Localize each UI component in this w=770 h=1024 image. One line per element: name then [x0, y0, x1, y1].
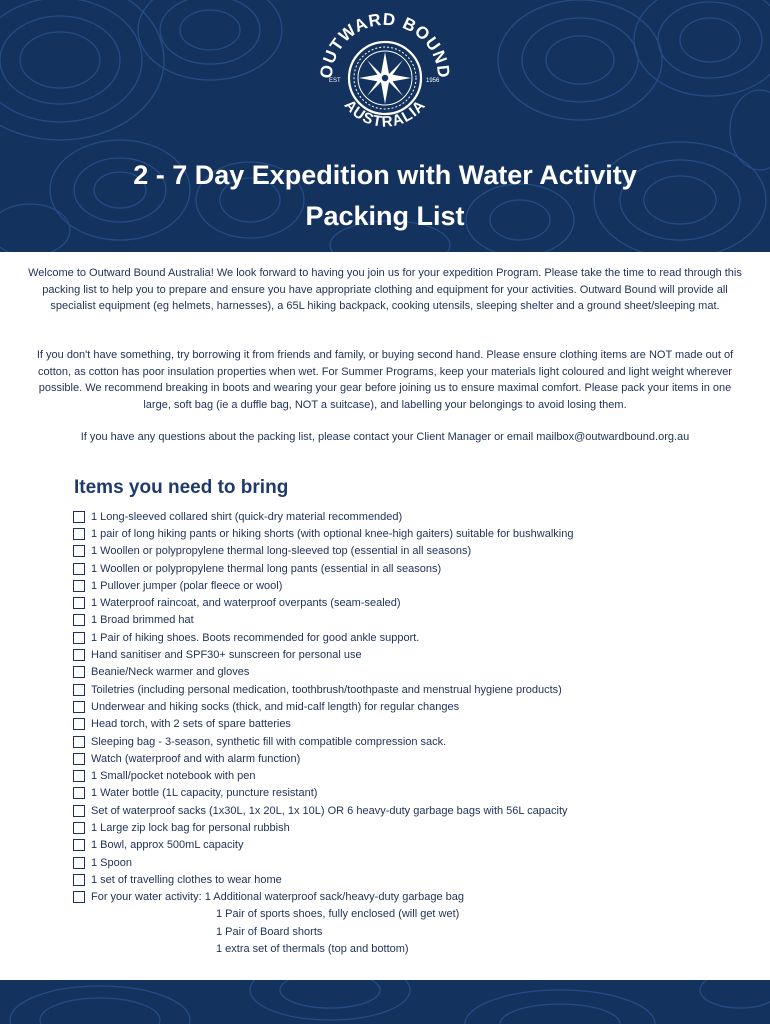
svg-text:OUTWARD BOUND: OUTWARD BOUND	[316, 9, 454, 80]
checkbox[interactable]	[73, 649, 85, 661]
packing-checklist	[72, 508, 692, 958]
checkbox[interactable]	[73, 770, 85, 782]
page-title-line-2: Packing List	[305, 201, 465, 231]
checklist-item	[72, 681, 692, 698]
checklist-item-label: For your water activity: 1 Additional waterproof sack/heavy-duty garbage bag	[91, 891, 464, 904]
checklist-item	[72, 612, 692, 629]
checkbox[interactable]	[73, 701, 85, 713]
checkbox[interactable]	[73, 736, 85, 748]
checklist-item	[72, 629, 692, 646]
checkbox[interactable]	[73, 563, 85, 575]
checkbox[interactable]	[73, 614, 85, 626]
checkbox[interactable]	[73, 753, 85, 765]
checklist-item	[72, 767, 692, 784]
checklist-item	[72, 802, 692, 819]
intro-paragraph-clothing-advice: If you don't have something, try borrowing it from friends and family, or buying second hand. Please ensure clothing items are NOT made out of cotton, as cotton has poor insulation properties when wet. For Summer Programs, keep your materials light coloured and light weight wherever possible. We recommend breaking in boots and wearing your gear before joining us to ensure maximal comfort. Please pack your items in one large, soft bag (ie a duffle bag, NOT a suitcase), and labelling your belongings to avoid losing them.	[36, 349, 734, 411]
checklist-item	[72, 733, 692, 750]
checklist-item	[72, 889, 692, 906]
svg-text:EST: EST	[329, 78, 341, 84]
checkbox[interactable]	[73, 718, 85, 730]
checklist-item-label: 1 Bowl, approx 500mL capacity	[91, 839, 244, 852]
checklist-item-label: 1 Long-sleeved collared shirt (quick-dry material recommended)	[91, 510, 403, 523]
checklist-item-label: Watch (waterproof and with alarm function)	[91, 752, 301, 765]
checklist-item-label: 1 set of travelling clothes to wear home	[91, 873, 282, 886]
checklist-item	[72, 716, 692, 733]
checkbox[interactable]	[73, 632, 85, 644]
checklist-item-label: Underwear and hiking socks (thick, and mid-calf length) for regular changes	[91, 700, 460, 713]
checklist-item	[72, 819, 692, 836]
checklist-item	[72, 837, 692, 854]
water-activity-item: 1 Pair of Board shorts	[216, 925, 323, 938]
water-activity-item: 1 Pair of sports shoes, fully enclosed (will get wet)	[216, 908, 460, 921]
checklist-item-label: 1 Woollen or polypropylene thermal long-sleeved top (essential in all seasons)	[91, 545, 472, 558]
checkbox[interactable]	[73, 580, 85, 592]
checklist-item-label: Toiletries (including personal medication, toothbrush/toothpaste and menstrual hygiene products)	[91, 683, 562, 696]
checklist-item	[72, 646, 692, 663]
checklist-item	[72, 854, 692, 871]
checkbox[interactable]	[73, 857, 85, 869]
intro-paragraph-welcome: Welcome to Outward Bound Australia! We look forward to having you join us for your expedition Program. Please take the time to read through this packing list to help you to prepare and ensure you have appropriate clothing and equipment for your activities. Outward Bound will provide all specialist equipment (eg helmets, harnesses), a 65L hiking backpack, cooking utensils, sleeping shelter and a ground sheet/sleeping mat.	[28, 267, 742, 312]
checklist-item-label: Sleeping bag - 3-season, synthetic fill with compatible compression sack.	[91, 735, 447, 748]
svg-text:AUSTRALIA: AUSTRALIA	[340, 96, 430, 131]
svg-text:1956: 1956	[426, 78, 440, 84]
section-title: Items you need to bring	[74, 477, 289, 498]
checklist-item-label: 1 Pair of hiking shoes. Boots recommended for good ankle support.	[91, 631, 420, 644]
checkbox[interactable]	[73, 891, 85, 903]
outward-bound-logo	[310, 6, 460, 146]
checklist-item	[72, 543, 692, 560]
header-banner	[0, 0, 770, 252]
checklist-item-label: 1 Broad brimmed hat	[91, 614, 194, 627]
checkbox[interactable]	[73, 684, 85, 696]
water-activity-item: 1 extra set of thermals (top and bottom)	[216, 943, 409, 956]
checklist-item-label: 1 Spoon	[91, 856, 132, 869]
checklist-item	[72, 750, 692, 767]
checklist-item	[72, 698, 692, 715]
checklist-item-label: 1 Waterproof raincoat, and waterproof overpants (seam-sealed)	[91, 597, 401, 610]
footer-topographic-pattern	[0, 980, 770, 1024]
checklist-item	[72, 508, 692, 525]
checklist-item-label: 1 Woollen or polypropylene thermal long pants (essential in all seasons)	[91, 562, 442, 575]
checklist-item	[72, 871, 692, 888]
checklist-item	[72, 664, 692, 681]
checklist-item	[72, 525, 692, 542]
checkbox[interactable]	[73, 597, 85, 609]
page-title-line-1: 2 - 7 Day Expedition with Water Activity	[133, 160, 637, 190]
checkbox[interactable]	[73, 787, 85, 799]
checklist-item-label: 1 Large zip lock bag for personal rubbish	[91, 821, 290, 834]
checkbox[interactable]	[73, 874, 85, 886]
checklist-item-label: Beanie/Neck warmer and gloves	[91, 666, 250, 679]
checklist-item	[72, 594, 692, 611]
checklist-item-label: 1 pair of long hiking pants or hiking shorts (with optional knee-high gaiters) suitable for bushwalking	[91, 527, 574, 540]
checkbox[interactable]	[73, 805, 85, 817]
checklist-item-label: 1 Water bottle (1L capacity, puncture resistant)	[91, 787, 318, 800]
checklist-item	[72, 785, 692, 802]
checkbox[interactable]	[73, 666, 85, 678]
checklist-item-label: Set of waterproof sacks (1x30L, 1x 20L, 1x 10L) OR 6 heavy-duty garbage bags with 56L capacity	[91, 804, 568, 817]
footer-banner	[0, 980, 770, 1024]
checkbox[interactable]	[73, 545, 85, 557]
checklist-item	[72, 560, 692, 577]
checklist-item	[72, 577, 692, 594]
checklist-item-label: 1 Pullover jumper (polar fleece or wool)	[91, 579, 283, 592]
checkbox[interactable]	[73, 528, 85, 540]
checkbox[interactable]	[73, 511, 85, 523]
checklist-item-label: Head torch, with 2 sets of spare batteries	[91, 718, 291, 731]
checklist-item-label: 1 Small/pocket notebook with pen	[91, 770, 256, 783]
intro-paragraph-contact: If you have any questions about the packing list, please contact your Client Manager or email mailbox@outwardbound.org.au	[80, 431, 690, 443]
checkbox[interactable]	[73, 822, 85, 834]
checkbox[interactable]	[73, 839, 85, 851]
checklist-item-label: Hand sanitiser and SPF30+ sunscreen for personal use	[91, 649, 362, 662]
